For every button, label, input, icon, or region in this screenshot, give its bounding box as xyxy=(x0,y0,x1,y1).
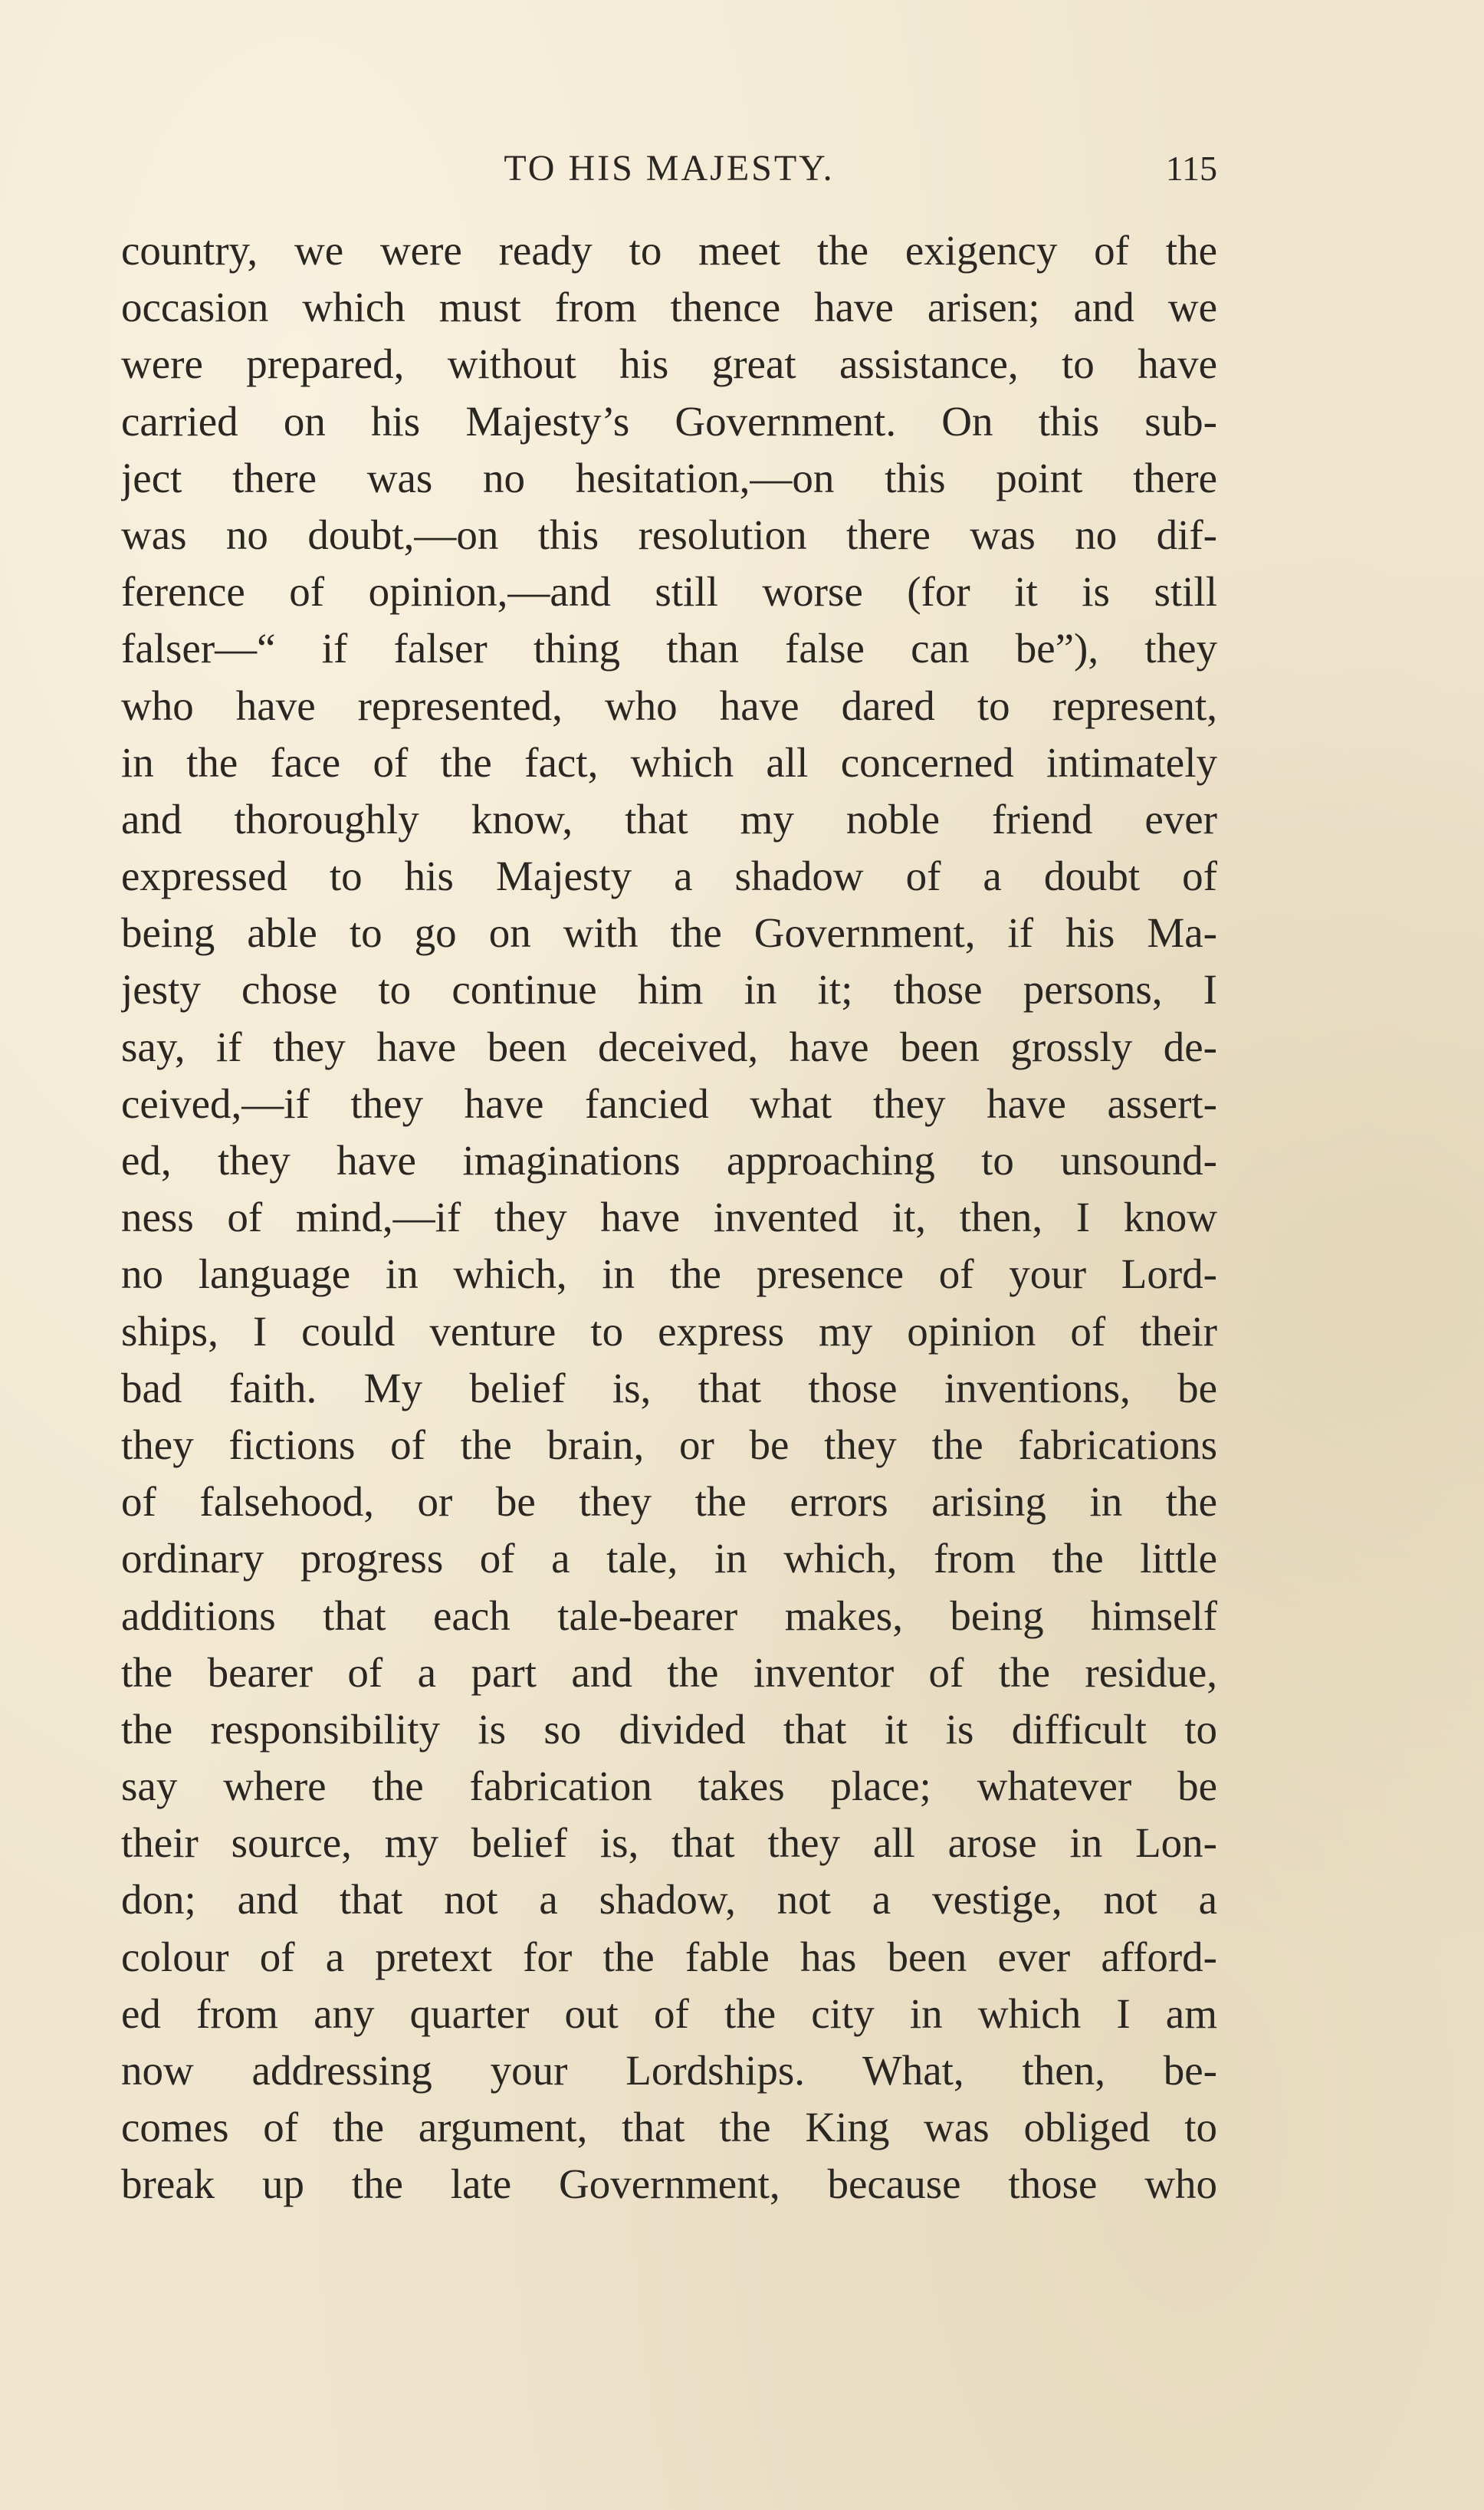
text-line: they fictions of the brain, or be they the fabrications xyxy=(121,1421,1217,1468)
text-line: ness of mind,—if they have invented it, then, I know xyxy=(121,1194,1217,1241)
text-line: ference of opinion,—and still worse (for it is still xyxy=(121,568,1217,616)
text-line: ordinary progress of a tale, in which, from the little xyxy=(121,1535,1217,1582)
text-line: ed, they have imaginations approaching to unsound- xyxy=(121,1137,1217,1184)
text-line: occasion which must from thence have arisen; and we xyxy=(121,284,1217,331)
text-line: expressed to his Majesty a shadow of a doubt of xyxy=(121,853,1217,900)
text-line: ed from any quarter out of the city in which I am xyxy=(121,1989,1217,2037)
text-line: of falsehood, or be they the errors arising in the xyxy=(121,1478,1217,1526)
text-line: the bearer of a part and the inventor of the residue, xyxy=(121,1648,1217,1696)
text-line: don; and that not a shadow, not a vestige, not a xyxy=(121,1876,1217,1924)
text-line: their source, my belief is, that they all arose in Lon- xyxy=(121,1819,1217,1867)
text-line: no language in which, in the presence of your Lord- xyxy=(121,1250,1217,1298)
body-text xyxy=(121,222,1217,2213)
text-line: now addressing your Lordships. What, then, be- xyxy=(121,2047,1217,2094)
running-title: TO HIS MAJESTY. xyxy=(504,148,835,189)
text-line: colour of a pretext for the fable has been ever afford- xyxy=(121,1933,1217,1980)
text-line: comes of the argument, that the King was obliged to xyxy=(121,2104,1217,2151)
text-line: and thoroughly know, that my noble friend ever xyxy=(121,795,1217,843)
text-line: being able to go on with the Government, if his Ma- xyxy=(121,909,1217,957)
running-head xyxy=(121,138,1217,199)
text-line: jesty chose to continue him in it; those persons, I xyxy=(121,966,1217,1014)
text-line: were prepared, without his great assistance, to have xyxy=(121,340,1217,388)
text-line: the responsibility is so divided that it is difficult to xyxy=(121,1705,1217,1753)
text-line: who have represented, who have dared to represent, xyxy=(121,682,1217,729)
text-line: carried on his Majesty’s Government. On this sub- xyxy=(121,397,1217,445)
text-line: say where the fabrication takes place; whatever be xyxy=(121,1763,1217,1810)
text-line: break up the late Government, because those who xyxy=(121,2160,1217,2208)
page-number: 115 xyxy=(1165,149,1217,188)
text-line: in the face of the fact, which all concerned intimately xyxy=(121,738,1217,786)
text-line: bad faith. My belief is, that those inventions, be xyxy=(121,1364,1217,1411)
text-line: country, we were ready to meet the exigency of the xyxy=(121,227,1217,274)
text-line: was no doubt,—on this resolution there was no dif- xyxy=(121,511,1217,558)
text-line: additions that each tale-bearer makes, being himself xyxy=(121,1592,1217,1639)
text-line: say, if they have been deceived, have been grossly de- xyxy=(121,1023,1217,1070)
text-line: falser—“ if falser thing than false can be”), they xyxy=(121,625,1217,672)
text-line: ceived,—if they have fancied what they have assert- xyxy=(121,1079,1217,1127)
text-line: ships, I could venture to express my opinion of their xyxy=(121,1307,1217,1355)
text-line: ject there was no hesitation,—on this point there xyxy=(121,454,1217,501)
